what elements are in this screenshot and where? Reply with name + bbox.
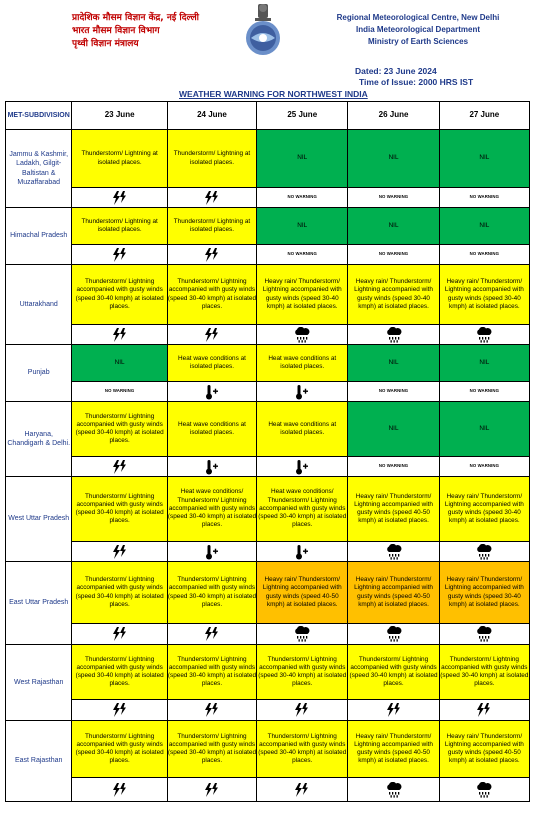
lightning-icon — [475, 703, 493, 717]
lightning-icon — [111, 248, 129, 262]
no-warning-text: NO WARNING — [287, 194, 317, 200]
no-warning-label — [439, 188, 529, 208]
warning-cell: Thunderstorm/ Lightning accompanied with gusty winds (speed 30-40 kmph) at isolated places. — [167, 562, 256, 624]
subdivision-name: East Uttar Pradesh — [6, 562, 72, 645]
no-warning-text: NO WARNING — [469, 194, 500, 200]
table-row — [6, 402, 530, 457]
warning-cell: Heat wave conditions at isolated places. — [257, 345, 348, 382]
lightning-icon — [167, 700, 256, 721]
lightning-icon — [111, 703, 129, 717]
warning-cell: Heat wave conditions/ Thunderstorm/ Lightning accompanied with gusty winds (speed 30-40 kmph) at isolated places. — [167, 477, 256, 542]
lightning-icon — [72, 542, 167, 562]
thermometer-icon — [294, 384, 310, 400]
day-header: 25 June — [257, 102, 348, 130]
warning-cell: Heavy rain/ Thunderstorm/ Lightning accompanied with gusty winds (speed 30-40 kmph) at isolated places. — [439, 562, 529, 624]
lightning-icon — [293, 703, 311, 717]
lightning-icon — [72, 245, 167, 265]
heavy-rain-icon — [475, 327, 493, 343]
no-warning-text: NO WARNING — [378, 194, 409, 200]
table-row — [6, 130, 530, 188]
dated-text: Dated: 23 June 2024 — [355, 66, 437, 76]
table-row — [6, 721, 530, 778]
warning-cell: Thunderstorm/ Lightning accompanied with gusty winds (speed 30-40 kmph) at isolated places. — [257, 645, 348, 700]
warning-cell: Thunderstorm/ Lightning accompanied with gusty winds (speed 30-40 kmph) at isolated places. — [72, 721, 167, 778]
lightning-icon — [203, 783, 221, 797]
lightning-icon — [439, 700, 529, 721]
lightning-icon — [72, 624, 167, 645]
warning-cell: NIL — [257, 130, 348, 188]
subdivision-name: Haryana, Chandigarh & Delhi. — [6, 402, 72, 477]
lightning-icon — [167, 624, 256, 645]
icon-row — [6, 325, 530, 345]
no-warning-text: NO WARNING — [378, 388, 409, 394]
warning-cell: Thunderstorm/ Lightning accompanied with gusty winds (speed 30-40 kmph) at isolated places. — [257, 721, 348, 778]
no-warning-label — [439, 457, 529, 477]
table-row — [6, 265, 530, 325]
icon-row — [6, 245, 530, 265]
warning-cell: NIL — [348, 208, 439, 245]
thermometer-icon — [257, 382, 348, 402]
subdivision-name: Himachal Pradesh — [6, 208, 72, 265]
lightning-icon — [111, 783, 129, 797]
warning-cell: Heavy rain/ Thunderstorm/ Lightning accompanied with gusty winds (speed 40-50 kmph) at isolated places. — [257, 562, 348, 624]
no-warning-text: NO WARNING — [378, 463, 409, 469]
warning-cell: NIL — [257, 208, 348, 245]
warning-cell: Heavy rain/ Thunderstorm/ Lightning accompanied with gusty winds (speed 40-50 kmph) at isolated places. — [439, 721, 529, 778]
heavy-rain-icon — [293, 327, 311, 343]
english-header-line-3: Ministry of Earth Sciences — [367, 37, 469, 46]
warning-cell: NIL — [439, 208, 529, 245]
warning-cell: Thunderstorm/ Lightning at isolated places. — [72, 130, 167, 188]
lightning-icon — [111, 627, 129, 641]
thermometer-icon — [167, 542, 256, 562]
table-row — [6, 208, 530, 245]
warning-cell: Thunderstorm/ Lightning accompanied with gusty winds (speed 30-40 kmph) at isolated places. — [167, 721, 256, 778]
lightning-icon — [348, 700, 439, 721]
thermometer-icon — [204, 459, 220, 475]
lightning-icon — [111, 191, 129, 205]
lightning-icon — [72, 188, 167, 208]
heavy-rain-icon — [348, 778, 439, 802]
lightning-icon — [385, 703, 403, 717]
icon-row — [6, 624, 530, 645]
table-row — [6, 562, 530, 624]
warning-cell: NIL — [348, 402, 439, 457]
no-warning-label — [348, 245, 439, 265]
page-title: WEATHER WARNING FOR NORTHWEST INDIA — [179, 89, 368, 99]
lightning-icon — [167, 245, 256, 265]
english-header-line-2: India Meteorological Department — [355, 25, 481, 34]
lightning-icon — [72, 457, 167, 477]
lightning-icon — [111, 545, 129, 559]
day-header: 23 June — [72, 102, 167, 130]
heavy-rain-icon — [257, 624, 348, 645]
lightning-icon — [203, 328, 221, 342]
warning-cell: Heavy rain/ Thunderstorm/ Lightning accompanied with gusty winds (speed 40-50 kmph) at isolated places. — [348, 721, 439, 778]
icon-row — [6, 778, 530, 802]
hindi-header-line-2: भारत मौसम विज्ञान विभाग — [72, 26, 160, 36]
lightning-icon — [72, 700, 167, 721]
no-warning-text: NO WARNING — [469, 251, 500, 257]
heavy-rain-icon — [439, 325, 529, 345]
lightning-icon — [203, 703, 221, 717]
no-warning-label — [439, 382, 529, 402]
issue-info — [355, 66, 473, 88]
thermometer-icon — [204, 544, 220, 560]
heavy-rain-icon — [475, 626, 493, 642]
lightning-icon — [293, 783, 311, 797]
warning-cell: Thunderstorm/ Lightning accompanied with gusty winds (speed 30-40 kmph) at isolated places. — [439, 645, 529, 700]
warning-cell: NIL — [439, 130, 529, 188]
national-emblem-icon — [237, 2, 289, 62]
warning-cell: NIL — [348, 345, 439, 382]
lightning-icon — [203, 627, 221, 641]
table-row — [6, 345, 530, 382]
hindi-header — [72, 12, 232, 51]
heavy-rain-icon — [439, 542, 529, 562]
subdivision-name: Uttarakhand — [6, 265, 72, 345]
lightning-icon — [167, 325, 256, 345]
table-row — [6, 645, 530, 700]
warning-cell: Heavy rain/ Thunderstorm/ Lightning accompanied with gusty winds (speed 40-50 kmph) at isolated places. — [348, 477, 439, 542]
no-warning-label — [348, 382, 439, 402]
heavy-rain-icon — [439, 778, 529, 802]
heavy-rain-icon — [475, 544, 493, 560]
no-warning-label — [348, 457, 439, 477]
heavy-rain-icon — [385, 327, 403, 343]
warning-cell: Heavy rain/ Thunderstorm/ Lightning accompanied with gusty winds (speed 30-40 kmph) at isolated places. — [439, 477, 529, 542]
subdivision-name: Jammu & Kashmir, Ladakh, Gilgit-Baltistan & Muzaffarabad — [6, 130, 72, 208]
warning-cell: Heavy rain/ Thunderstorm/ Lightning accompanied with gusty winds (speed 30-40 kmph) at isolated places. — [257, 265, 348, 325]
heavy-rain-icon — [385, 782, 403, 798]
no-warning-label — [439, 245, 529, 265]
no-warning-label — [72, 382, 167, 402]
warning-cell: Heat wave conditions at isolated places. — [257, 402, 348, 457]
thermometer-icon — [167, 457, 256, 477]
english-header — [318, 12, 518, 48]
icon-row — [6, 700, 530, 721]
warning-cell: Thunderstorm/ Lightning at isolated places. — [167, 208, 256, 245]
warning-cell: Thunderstorm/ Lightning accompanied with gusty winds (speed 30-40 kmph) at isolated places. — [72, 645, 167, 700]
warning-cell: Heat wave conditions at isolated places. — [167, 345, 256, 382]
lightning-icon — [167, 188, 256, 208]
warning-cell: NIL — [439, 345, 529, 382]
time-of-issue-text: Time of Issue: 2000 HRS IST — [359, 77, 474, 87]
icon-row — [6, 188, 530, 208]
icon-row — [6, 457, 530, 477]
lightning-icon — [257, 700, 348, 721]
icon-row — [6, 382, 530, 402]
hindi-header-line-3: पृथ्वी विज्ञान मंत्रालय — [72, 39, 139, 49]
no-warning-label — [257, 188, 348, 208]
warning-cell: NIL — [439, 402, 529, 457]
heavy-rain-icon — [293, 626, 311, 642]
subdivision-name: West Rajasthan — [6, 645, 72, 721]
heavy-rain-icon — [348, 624, 439, 645]
warning-cell: Thunderstorm/ Lightning at isolated places. — [72, 208, 167, 245]
lightning-icon — [257, 778, 348, 802]
hindi-header-line-1: प्रादेशिक मौसम विज्ञान केंद्र, नई दिल्ली — [72, 13, 199, 23]
thermometer-icon — [294, 459, 310, 475]
heavy-rain-icon — [385, 544, 403, 560]
heavy-rain-icon — [385, 626, 403, 642]
subdivision-name: Punjab — [6, 345, 72, 402]
heavy-rain-icon — [475, 782, 493, 798]
no-warning-label — [348, 188, 439, 208]
table-row — [6, 477, 530, 542]
day-header: 27 June — [439, 102, 529, 130]
no-warning-text: NO WARNING — [287, 251, 317, 257]
thermometer-icon — [204, 384, 220, 400]
lightning-icon — [111, 328, 129, 342]
heavy-rain-icon — [439, 624, 529, 645]
heavy-rain-icon — [348, 325, 439, 345]
subdivision-name: East Rajasthan — [6, 721, 72, 802]
warning-cell: Thunderstorm/ Lightning accompanied with gusty winds (speed 30-40 kmph) at isolated places. — [72, 265, 167, 325]
warning-cell: Heat wave conditions/ Thunderstorm/ Lightning accompanied with gusty winds (speed 30-40 kmph) at isolated places. — [257, 477, 348, 542]
warning-cell: Heat wave conditions at isolated places. — [167, 402, 256, 457]
subdivision-header: MET-SUBDIVISION — [6, 102, 72, 130]
heavy-rain-icon — [348, 542, 439, 562]
warning-cell: Thunderstorm/ Lightning at isolated places. — [167, 130, 256, 188]
icon-row — [6, 542, 530, 562]
warning-cell: NIL — [348, 130, 439, 188]
thermometer-icon — [257, 457, 348, 477]
warning-table — [5, 101, 530, 802]
warning-cell: Heavy rain/ Thunderstorm/ Lightning accompanied with gusty winds (speed 40-50 kmph) at isolated places. — [348, 562, 439, 624]
english-header-line-1: Regional Meteorological Centre, New Delhi — [336, 13, 500, 22]
thermometer-icon — [167, 382, 256, 402]
no-warning-text: NO WARNING — [378, 251, 409, 257]
warning-cell: Heavy rain/ Thunderstorm/ Lightning accompanied with gusty winds (speed 30-40 kmph) at isolated places. — [348, 265, 439, 325]
thermometer-icon — [257, 542, 348, 562]
no-warning-text: NO WARNING — [469, 463, 500, 469]
warning-cell: Thunderstorm/ Lightning accompanied with gusty winds (speed 30-40 kmph) at isolated places. — [348, 645, 439, 700]
lightning-icon — [167, 778, 256, 802]
day-header: 24 June — [167, 102, 256, 130]
warning-cell: Thunderstorm/ Lightning accompanied with gusty winds (speed 30-40 kmph) at isolated places. — [167, 265, 256, 325]
warning-cell: NIL — [72, 345, 167, 382]
heavy-rain-icon — [257, 325, 348, 345]
no-warning-text: NO WARNING — [104, 388, 135, 394]
warning-cell: Thunderstorm/ Lightning accompanied with gusty winds (speed 30-40 kmph) at isolated places. — [72, 562, 167, 624]
table-header-row — [6, 102, 530, 130]
lightning-icon — [72, 778, 167, 802]
no-warning-text: NO WARNING — [469, 388, 500, 394]
lightning-icon — [72, 325, 167, 345]
no-warning-label — [257, 245, 348, 265]
warning-cell: Thunderstorm/ Lightning accompanied with gusty winds (speed 30-40 kmph) at isolated places. — [72, 477, 167, 542]
lightning-icon — [203, 191, 221, 205]
subdivision-name: West Uttar Pradesh — [6, 477, 72, 562]
warning-cell: Thunderstorm/ Lightning accompanied with gusty winds (speed 30-40 kmph) at isolated places. — [72, 402, 167, 457]
day-header: 26 June — [348, 102, 439, 130]
thermometer-icon — [294, 544, 310, 560]
lightning-icon — [111, 460, 129, 474]
warning-cell: Thunderstorm/ Lightning accompanied with gusty winds (speed 30-40 kmph) at isolated places. — [167, 645, 256, 700]
warning-cell: Heavy rain/ Thunderstorm/ Lightning accompanied with gusty winds (speed 30-40 kmph) at isolated places. — [439, 265, 529, 325]
lightning-icon — [203, 248, 221, 262]
